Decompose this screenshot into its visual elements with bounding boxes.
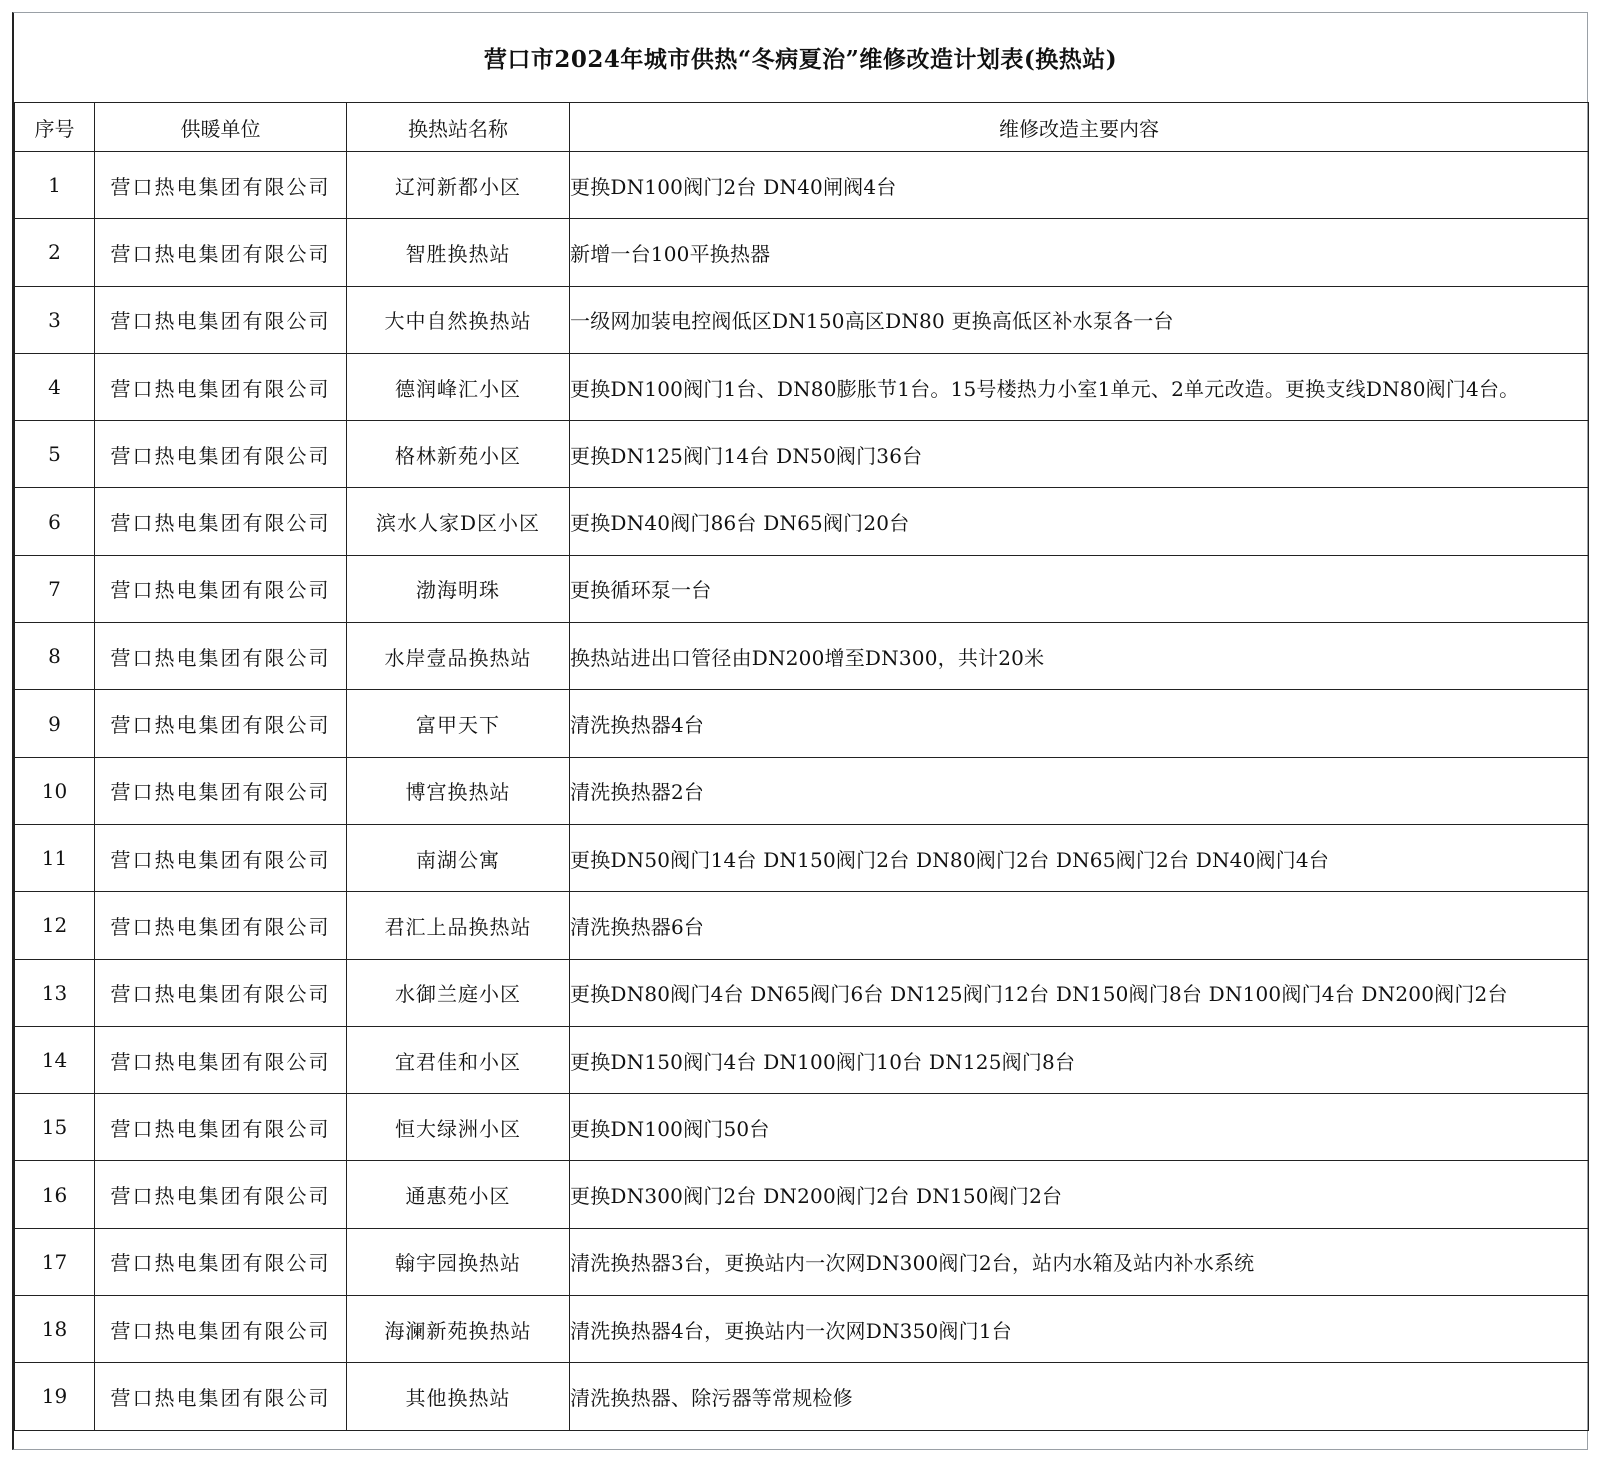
- heating-unit-cell: 营口热电集团有限公司: [95, 1363, 347, 1430]
- maintenance-content-cell: 一级网加装电控阀低区DN150高区DN80 更换高低区补水泵各一台: [570, 286, 1589, 353]
- station-name-cell: 渤海明珠: [347, 555, 570, 622]
- maintenance-content-cell: 更换DN80阀门4台 DN65阀门6台 DN125阀门12台 DN150阀门8台 DN100阀门4台 DN200阀门2台: [570, 959, 1589, 1026]
- table-row: [15, 892, 1589, 959]
- heating-unit-cell: 营口热电集团有限公司: [95, 757, 347, 824]
- table-row: [15, 286, 1589, 353]
- station-name-cell: 宜君佳和小区: [347, 1026, 570, 1093]
- station-name-cell: 富甲天下: [347, 690, 570, 757]
- maintenance-content-cell: 更换DN50阀门14台 DN150阀门2台 DN80阀门2台 DN65阀门2台 DN40阀门4台: [570, 824, 1589, 891]
- serial-no-cell: 8: [15, 623, 95, 690]
- table-row: [15, 421, 1589, 488]
- table-body: [15, 152, 1589, 1431]
- maintenance-content-cell: 更换DN300阀门2台 DN200阀门2台 DN150阀门2台: [570, 1161, 1589, 1228]
- maintenance-content-cell: 清洗换热器2台: [570, 757, 1589, 824]
- station-name-cell: 南湖公寓: [347, 824, 570, 891]
- station-name-cell: 通惠苑小区: [347, 1161, 570, 1228]
- serial-no-cell: 15: [15, 1094, 95, 1161]
- header-row: [15, 103, 1589, 152]
- table-row: [15, 555, 1589, 622]
- table-row: [15, 353, 1589, 420]
- heating-unit-cell: 营口热电集团有限公司: [95, 353, 347, 420]
- serial-no-cell: 4: [15, 353, 95, 420]
- serial-no-cell: 11: [15, 824, 95, 891]
- maintenance-content-cell: 更换DN100阀门2台 DN40闸阀4台: [570, 152, 1589, 219]
- serial-no-cell: 10: [15, 757, 95, 824]
- maintenance-content-cell: 清洗换热器4台，更换站内一次网DN350阀门1台: [570, 1296, 1589, 1363]
- station-name-cell: 水御兰庭小区: [347, 959, 570, 1026]
- heating-unit-cell: 营口热电集团有限公司: [95, 892, 347, 959]
- maintenance-content-cell: 新增一台100平换热器: [570, 219, 1589, 286]
- heating-unit-cell: 营口热电集团有限公司: [95, 219, 347, 286]
- station-name-cell: 翰宇园换热站: [347, 1228, 570, 1295]
- heating-unit-cell: 营口热电集团有限公司: [95, 1228, 347, 1295]
- station-name-cell: 格林新苑小区: [347, 421, 570, 488]
- maintenance-content-cell: 清洗换热器、除污器等常规检修: [570, 1363, 1589, 1430]
- maintenance-content-cell: 更换DN100阀门1台、DN80膨胀节1台。15号楼热力小室1单元、2单元改造。更换支线DN80阀门4台。: [570, 353, 1589, 420]
- heating-unit-cell: 营口热电集团有限公司: [95, 286, 347, 353]
- serial-no-cell: 9: [15, 690, 95, 757]
- station-name-cell: 海澜新苑换热站: [347, 1296, 570, 1363]
- heating-unit-cell: 营口热电集团有限公司: [95, 623, 347, 690]
- maintenance-content-cell: 清洗换热器3台，更换站内一次网DN300阀门2台，站内水箱及站内补水系统: [570, 1228, 1589, 1295]
- table-row: [15, 1228, 1589, 1295]
- table-row: [15, 623, 1589, 690]
- heating-unit-cell: 营口热电集团有限公司: [95, 1094, 347, 1161]
- maintenance-plan-table: [14, 102, 1589, 1431]
- table-row: [15, 690, 1589, 757]
- maintenance-content-cell: 更换DN100阀门50台: [570, 1094, 1589, 1161]
- table-row: [15, 219, 1589, 286]
- maintenance-content-cell: 清洗换热器6台: [570, 892, 1589, 959]
- heating-unit-cell: 营口热电集团有限公司: [95, 555, 347, 622]
- serial-no-cell: 1: [15, 152, 95, 219]
- serial-no-cell: 6: [15, 488, 95, 555]
- heating-unit-cell: 营口热电集团有限公司: [95, 1161, 347, 1228]
- station-name-cell: 恒大绿洲小区: [347, 1094, 570, 1161]
- column-header-heating-unit: 供暖单位: [95, 103, 347, 152]
- serial-no-cell: 2: [15, 219, 95, 286]
- serial-no-cell: 3: [15, 286, 95, 353]
- serial-no-cell: 16: [15, 1161, 95, 1228]
- station-name-cell: 德润峰汇小区: [347, 353, 570, 420]
- station-name-cell: 水岸壹品换热站: [347, 623, 570, 690]
- table-row: [15, 1094, 1589, 1161]
- station-name-cell: 其他换热站: [347, 1363, 570, 1430]
- station-name-cell: 滨水人家D区小区: [347, 488, 570, 555]
- serial-no-cell: 17: [15, 1228, 95, 1295]
- table-row: [15, 1296, 1589, 1363]
- table-row: [15, 959, 1589, 1026]
- heating-unit-cell: 营口热电集团有限公司: [95, 959, 347, 1026]
- serial-no-cell: 12: [15, 892, 95, 959]
- table-row: [15, 488, 1589, 555]
- station-name-cell: 大中自然换热站: [347, 286, 570, 353]
- serial-no-cell: 7: [15, 555, 95, 622]
- column-header-main-content: 维修改造主要内容: [570, 103, 1589, 152]
- serial-no-cell: 13: [15, 959, 95, 1026]
- serial-no-cell: 5: [15, 421, 95, 488]
- column-header-station-name: 换热站名称: [347, 103, 570, 152]
- maintenance-content-cell: 更换DN40阀门86台 DN65阀门20台: [570, 488, 1589, 555]
- station-name-cell: 君汇上品换热站: [347, 892, 570, 959]
- heating-unit-cell: 营口热电集团有限公司: [95, 1296, 347, 1363]
- table-row: [15, 757, 1589, 824]
- serial-no-cell: 14: [15, 1026, 95, 1093]
- heating-unit-cell: 营口热电集团有限公司: [95, 690, 347, 757]
- heating-unit-cell: 营口热电集团有限公司: [95, 488, 347, 555]
- table-row: [15, 152, 1589, 219]
- heating-unit-cell: 营口热电集团有限公司: [95, 1026, 347, 1093]
- column-header-serial-no: 序号: [15, 103, 95, 152]
- table-row: [15, 1161, 1589, 1228]
- maintenance-content-cell: 更换循环泵一台: [570, 555, 1589, 622]
- table-row: [15, 1363, 1589, 1430]
- maintenance-content-cell: 换热站进出口管径由DN200增至DN300，共计20米: [570, 623, 1589, 690]
- station-name-cell: 辽河新都小区: [347, 152, 570, 219]
- spreadsheet-sheet: [12, 12, 1588, 1450]
- station-name-cell: 博宫换热站: [347, 757, 570, 824]
- table-row: [15, 1026, 1589, 1093]
- heating-unit-cell: 营口热电集团有限公司: [95, 152, 347, 219]
- heating-unit-cell: 营口热电集团有限公司: [95, 824, 347, 891]
- table-title: 营口市2024年城市供热“冬病夏治”维修改造计划表(换热站): [483, 46, 1118, 73]
- maintenance-content-cell: 更换DN125阀门14台 DN50阀门36台: [570, 421, 1589, 488]
- serial-no-cell: 18: [15, 1296, 95, 1363]
- table-row: [15, 824, 1589, 891]
- maintenance-content-cell: 清洗换热器4台: [570, 690, 1589, 757]
- station-name-cell: 智胜换热站: [347, 219, 570, 286]
- maintenance-content-cell: 更换DN150阀门4台 DN100阀门10台 DN125阀门8台: [570, 1026, 1589, 1093]
- serial-no-cell: 19: [15, 1363, 95, 1430]
- heating-unit-cell: 营口热电集团有限公司: [95, 421, 347, 488]
